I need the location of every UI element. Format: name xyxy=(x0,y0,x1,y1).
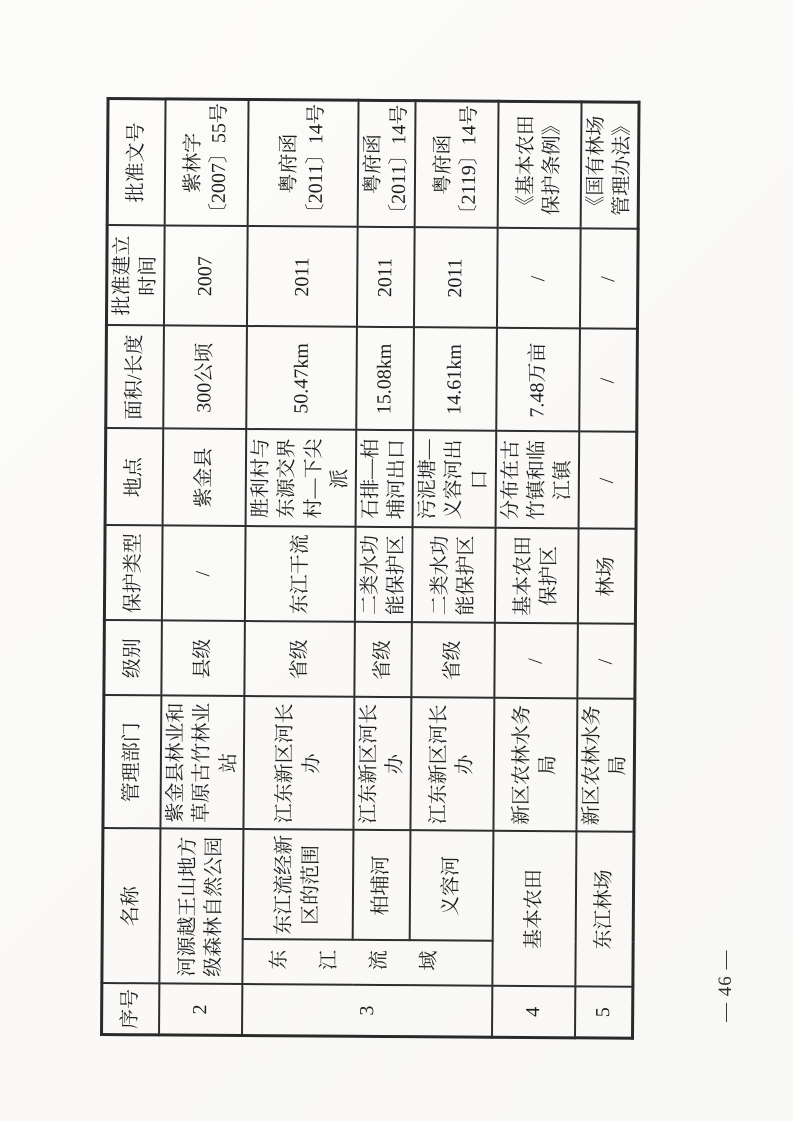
cell-r3c-level: 省级 xyxy=(411,623,495,699)
cell-r2-location: 紫金县 xyxy=(162,429,246,527)
page-number: — 46 — xyxy=(715,949,736,1022)
cell-r3b-level: 省级 xyxy=(354,622,412,697)
header-level: 级别 xyxy=(104,621,162,696)
cell-r3a-type: 东江干流 xyxy=(245,527,355,623)
cell-r4-doc: 《基本农田 保护条例》 xyxy=(497,101,581,229)
row-entry-3a xyxy=(242,100,358,1037)
cell-r3-seq: 3 xyxy=(242,984,492,1037)
cell-r3c-area: 14.61km xyxy=(413,328,497,432)
cell-r3a-time: 2011 xyxy=(247,227,357,328)
cell-r5-doc: 《国有林场 管理办法》 xyxy=(581,102,639,229)
cell-r5-type: 林场 xyxy=(578,529,636,624)
cell-r4-dept: 新区农林水务 局 xyxy=(493,698,577,832)
header-name: 名称 xyxy=(102,829,160,984)
cell-r5-area: / xyxy=(579,329,637,432)
cell-r2-level: 县级 xyxy=(161,621,245,697)
cell-r4-area: 7.48万亩 xyxy=(496,328,580,432)
cell-r5-seq: 5 xyxy=(575,987,633,1038)
cell-r3a-doc: 粤府函 〔2011〕14号 xyxy=(248,100,358,228)
header-dept: 管理部门 xyxy=(103,696,161,829)
cell-r3b-time: 2011 xyxy=(356,227,414,327)
cell-r3c-dept: 江东新区河长 办 xyxy=(410,698,494,832)
cell-r3b-name: 柏埔河 xyxy=(352,830,410,940)
cell-r3a-location: 胜利村与 东源交界 村—下尖 派 xyxy=(246,430,356,528)
cell-r2-seq: 2 xyxy=(159,984,243,1036)
cell-r3b-type: 二类水功 能保护区 xyxy=(354,527,412,622)
cell-r4-location: 分布在古 竹镇和临 江镇 xyxy=(495,431,579,529)
rotated-table-wrapper xyxy=(100,100,634,1040)
row-entry-2 xyxy=(159,99,249,1036)
cell-r4-seq: 4 xyxy=(492,986,576,1038)
cell-r3b-location: 石排—柏 埔河出口 xyxy=(355,430,413,527)
cell-r3b-dept: 江东新区河长 办 xyxy=(353,697,411,830)
cell-r3-group-name xyxy=(242,939,492,986)
cell-r2-dept: 紫金县林业和 草原古竹林业 站 xyxy=(160,696,244,830)
header-approved-time: 批准建立 时间 xyxy=(106,226,164,326)
cell-r5-location: / xyxy=(578,432,636,529)
cell-r5-time: / xyxy=(580,229,638,329)
cell-r4-name: 基本农田 xyxy=(492,831,576,987)
cell-r3a-name: 东江流经新 区的范围 xyxy=(243,829,353,940)
cell-r3a-area: 50.47km xyxy=(246,327,356,431)
cell-r3a-level: 省级 xyxy=(244,622,354,698)
protected-areas-table xyxy=(100,97,640,1040)
cell-r4-time: / xyxy=(497,228,581,329)
cell-r2-doc: 紫林字 〔2007〕55号 xyxy=(164,99,248,227)
cell-r5-level: / xyxy=(577,624,635,699)
cell-r4-level: / xyxy=(494,623,578,699)
cell-r3a-dept: 江东新区河长 办 xyxy=(243,696,353,830)
cell-r3c-name: 义容河 xyxy=(409,831,493,942)
header-approval-doc: 批准文号 xyxy=(107,99,165,226)
cell-r2-name: 河源越王山地方 级森林自然公园 xyxy=(159,829,243,985)
cell-r3b-area: 15.08km xyxy=(356,327,414,430)
cell-r3c-time: 2011 xyxy=(413,228,497,329)
cell-r2-area: 300公顷 xyxy=(163,326,247,430)
cell-r2-type: / xyxy=(162,526,246,622)
cell-r4-type: 基本农田 保护区 xyxy=(495,528,579,624)
header-row xyxy=(102,99,166,1035)
header-area-length: 面积/长度 xyxy=(106,326,164,429)
row-entry-3c xyxy=(409,101,499,1038)
header-seq: 序号 xyxy=(102,984,160,1035)
header-location: 地点 xyxy=(105,429,163,526)
cell-r5-name: 东江林场 xyxy=(575,832,633,987)
cell-r3c-location: 污泥塘— 义容河出 口 xyxy=(412,431,496,529)
group-name-vertical-text: 东江流域 xyxy=(267,950,468,975)
row-entry-4 xyxy=(492,101,582,1038)
cell-r2-time: 2007 xyxy=(164,226,248,327)
header-protect-type: 保护类型 xyxy=(104,526,162,621)
row-entry-5 xyxy=(575,102,639,1038)
cell-r3c-type: 二类水功 能保护区 xyxy=(411,528,495,624)
cell-r3b-doc: 粤府函 〔2011〕14号 xyxy=(357,100,415,227)
row-entry-3b xyxy=(352,100,416,1036)
cell-r3c-doc: 粤府函 〔2119〕14号 xyxy=(414,101,498,229)
cell-r5-dept: 新区农林水务 局 xyxy=(576,699,634,832)
